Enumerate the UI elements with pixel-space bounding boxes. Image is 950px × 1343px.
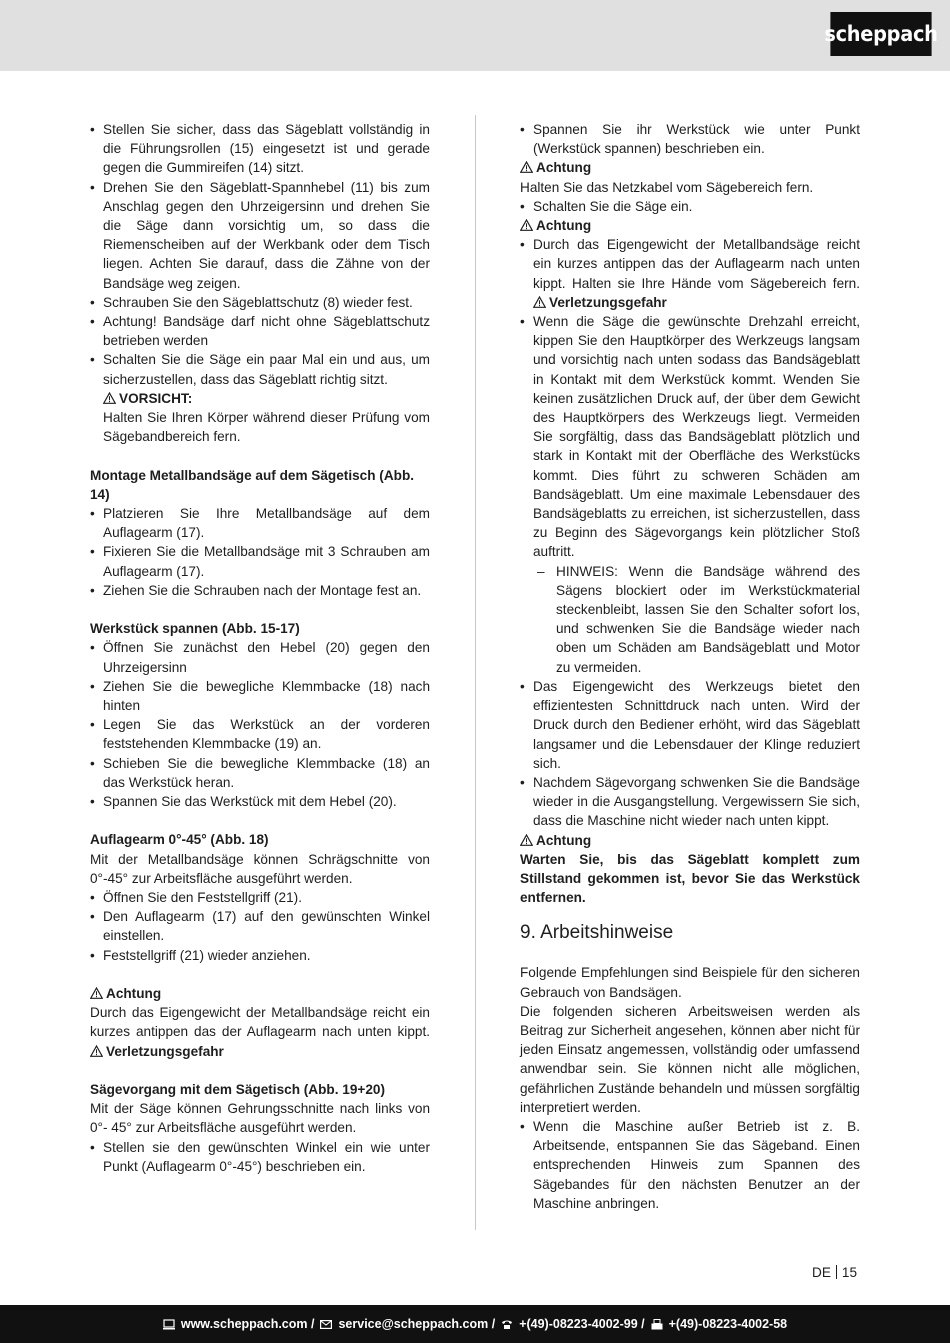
fax-icon xyxy=(651,1319,663,1330)
caution-block xyxy=(90,389,430,447)
column-divider xyxy=(475,115,476,1230)
paragraph: Warten Sie, bis das Sägeblatt komplett zum Stillstand gekommen ist, bevor Sie das Werkstück entfernen. xyxy=(520,851,860,906)
footer-web[interactable]: www.scheppach.com / xyxy=(180,1317,315,1331)
phone-icon xyxy=(501,1319,513,1330)
list-item: • Feststellgriff (21) wieder anziehen. xyxy=(90,946,430,965)
list-item: • Stellen sie den gewünschten Winkel ein wie unter Punkt (Auflagearm 0°-45°) beschrieben ein. xyxy=(90,1138,430,1176)
footer-fax[interactable]: +(49)-08223-4002-58 xyxy=(668,1317,788,1331)
list-item: • Schrauben Sie den Sägeblattschutz (8) wieder fest. xyxy=(90,293,430,312)
footer-phone[interactable]: +(49)-08223-4002-99 / xyxy=(519,1317,645,1331)
list-item: • Fixieren Sie die Metallbandsäge mit 3 Schrauben am Auflagearm (17). xyxy=(90,542,430,580)
list-item: • Schieben Sie die bewegliche Klemmbacke (18) an das Werkstück heran. xyxy=(90,754,430,792)
paragraph: Durch das Eigengewicht der Metallbandsäge reicht ein kurzes antippen das der Auflagearm nach unten kippt. xyxy=(90,1005,430,1040)
caution-text: Halten Sie Ihren Körper während dieser Prüfung vom Sägebandbereich fern. xyxy=(103,410,430,445)
attention-label: Achtung xyxy=(536,832,592,848)
paragraph: Halten Sie das Netzkabel vom Sägebereich fern. xyxy=(520,179,814,195)
list-item: • Wenn die Säge die gewünschte Drehzahl erreicht, kippen Sie den Hauptkörper des Werkzeugs langsam und vorsichtig nach unten sodass das Bandsägeblatt in Kontakt mit dem Werkstück kommt. Wenden Sie keinen zusätzlichen Druck auf, der über dem Gewicht des Hauptkörpers des Werkzeugs liegt. Vermeiden Sie sorgfältig, dass das Bandsägeblatt plötzlich und stark in Kontakt mit der Oberfläche des Werkstücks kommt. Dies führt zu schweren Schäden am Bandsägeblatt. Um eine maximale Lebensdauer des Bandsägeblatts zu erreichen, ist sicherzustellen, dass zu Beginn des Sägevorgangs kein plötzlicher Stoß auftritt. xyxy=(520,312,860,562)
list-item: • Drehen Sie den Sägeblatt-Spannhebel (11) bis zum Anschlag gegen den Uhrzeigersinn und drehen Sie die Säge dann vorsichtig um, so dass die Riemenscheiben auf der Werkbank oder dem Tisch liegen. Achten Sie darauf, dass die Zähne von der Bandsäge weg zeigen. xyxy=(90,178,430,293)
caution-label: VORSICHT: xyxy=(119,390,193,406)
list-item: • Das Eigengewicht des Werkzeugs bietet den effizientesten Schnittdruck nach unten. Wird der Druck durch den Bediener erhöht, wird das Sägeblatt langsamer und die Lebensdauer der Klinge reduziert sich. xyxy=(520,677,860,773)
warning-icon xyxy=(520,217,533,229)
list-item: • Öffnen Sie den Feststellgriff (21). xyxy=(90,888,430,907)
warning-icon xyxy=(103,390,116,402)
warning-icon xyxy=(90,985,103,997)
warning-icon xyxy=(520,832,533,844)
list-item: • Ziehen Sie die Schrauben nach der Montage fest an. xyxy=(90,581,430,600)
paragraph: Folgende Empfehlungen sind Beispiele für den sicheren Gebrauch von Bandsägen. xyxy=(520,965,860,1000)
page-lang: DE xyxy=(812,1265,831,1280)
computer-icon xyxy=(163,1319,175,1330)
injury-label: Verletzungsgefahr xyxy=(106,1043,224,1059)
list-item: • Platzieren Sie Ihre Metallbandsäge auf dem Auflagearm (17). xyxy=(90,504,430,542)
attention-label: Achtung xyxy=(106,986,162,1002)
hint-item: – HINWEIS: Wenn die Bandsäge während des Sägens blockiert oder im Werkstückmaterial steckenbleibt, lassen Sie den Schalter sofort los, und schwenken Sie die Bandsäge wieder nach oben um Schäden am Bandsägeblatt und Motor zu vermeiden. xyxy=(520,562,860,677)
paragraph: Mit der Metallbandsäge können Schrägschnitte von 0°-45° zur Arbeitsfläche ausgeführt werden. xyxy=(90,851,430,886)
list-item: • Spannen Sie ihr Werkstück wie unter Punkt (Werkstück spannen) beschrieben ein. xyxy=(520,120,860,158)
left-column xyxy=(90,120,430,1176)
section-heading: Sägevorgang mit dem Sägetisch (Abb. 19+20) xyxy=(90,1082,385,1098)
section-heading: Auflagearm 0°-45° (Abb. 18) xyxy=(90,832,269,848)
list-item: • Schalten Sie die Säge ein paar Mal ein und aus, um sicherzustellen, dass das Sägeblatt richtig sitzt. xyxy=(90,350,430,388)
footer-bar xyxy=(0,1305,950,1343)
footer-mail[interactable]: service@scheppach.com / xyxy=(338,1317,496,1331)
attention-label: Achtung xyxy=(536,218,592,234)
warning-icon xyxy=(520,159,533,171)
section-heading: Werkstück spannen (Abb. 15-17) xyxy=(90,621,300,637)
list-item: • Den Auflagearm (17) auf den gewünschten Winkel einstellen. xyxy=(90,907,430,945)
brand-logo: scheppach xyxy=(830,12,931,56)
list-item: • Durch das Eigengewicht der Metallbandsäge reicht ein kurzes antippen das der Auflagearm nach unten kippt. Halten sie Ihre Hände vom Sägebereich fern. Verletzungsgefahr xyxy=(520,235,860,312)
list-item: • Achtung! Bandsäge darf nicht ohne Sägeblattschutz betrieben werden xyxy=(90,312,430,350)
injury-label: Verletzungsgefahr xyxy=(549,294,667,310)
right-column xyxy=(520,120,860,1213)
page-number xyxy=(812,1265,857,1280)
warning-icon xyxy=(90,1043,103,1055)
mail-icon xyxy=(320,1319,332,1330)
header-bar xyxy=(0,0,950,71)
list-item: • Spannen Sie das Werkstück mit dem Hebel (20). xyxy=(90,792,430,811)
list-item: • Nachdem Sägevorgang schwenken Sie die Bandsäge wieder in die Ausgangstellung. Vergewissern Sie sich, dass die Maschine nicht wieder nach unten kippt. xyxy=(520,773,860,831)
attention-label: Achtung xyxy=(536,160,592,176)
list-item: • Ziehen Sie die bewegliche Klemmbacke (18) nach hinten xyxy=(90,677,430,715)
list-item: • Stellen Sie sicher, dass das Sägeblatt vollständig in die Führungsrollen (15) eingesetzt ist und gerade gegen die Gummireifen (14) sitzt. xyxy=(90,120,430,178)
section-heading: Montage Metallbandsäge auf dem Sägetisch (Abb. 14) xyxy=(90,467,415,502)
paragraph: Mit der Säge können Gehrungsschnitte nach links von 0°- 45° zur Arbeitsfläche ausgeführt werden. xyxy=(90,1101,430,1136)
list-item: • Wenn die Maschine außer Betrieb ist z. B. Arbeitsende, entspannen Sie das Sägeband. Einen entsprechenden Hinweis zum Spannen des Sägebandes für den nächsten Benutzer an der Maschine anbringen. xyxy=(520,1117,860,1213)
page-num: 15 xyxy=(841,1265,858,1280)
list-item: • Schalten Sie die Säge ein. xyxy=(520,197,860,216)
section-title: 9. Arbeitshinweise xyxy=(520,922,674,944)
paragraph: Die folgenden sicheren Arbeitsweisen werden als Beitrag zur Sicherheit angesehen, können aber nicht für jeden Einsatz angemessen, vollständig oder umfassend anwendbar sein. Sie können nicht alle möglichen, gefährlichen Zustände behandeln und müssen sorgfältig interpretiert werden. xyxy=(520,1003,860,1115)
list-item: • Öffnen Sie zunächst den Hebel (20) gegen den Uhrzeigersinn xyxy=(90,638,430,676)
warning-icon xyxy=(533,294,546,306)
list-item: • Legen Sie das Werkstück an der vorderen feststehenden Klemmbacke (19) an. xyxy=(90,715,430,753)
